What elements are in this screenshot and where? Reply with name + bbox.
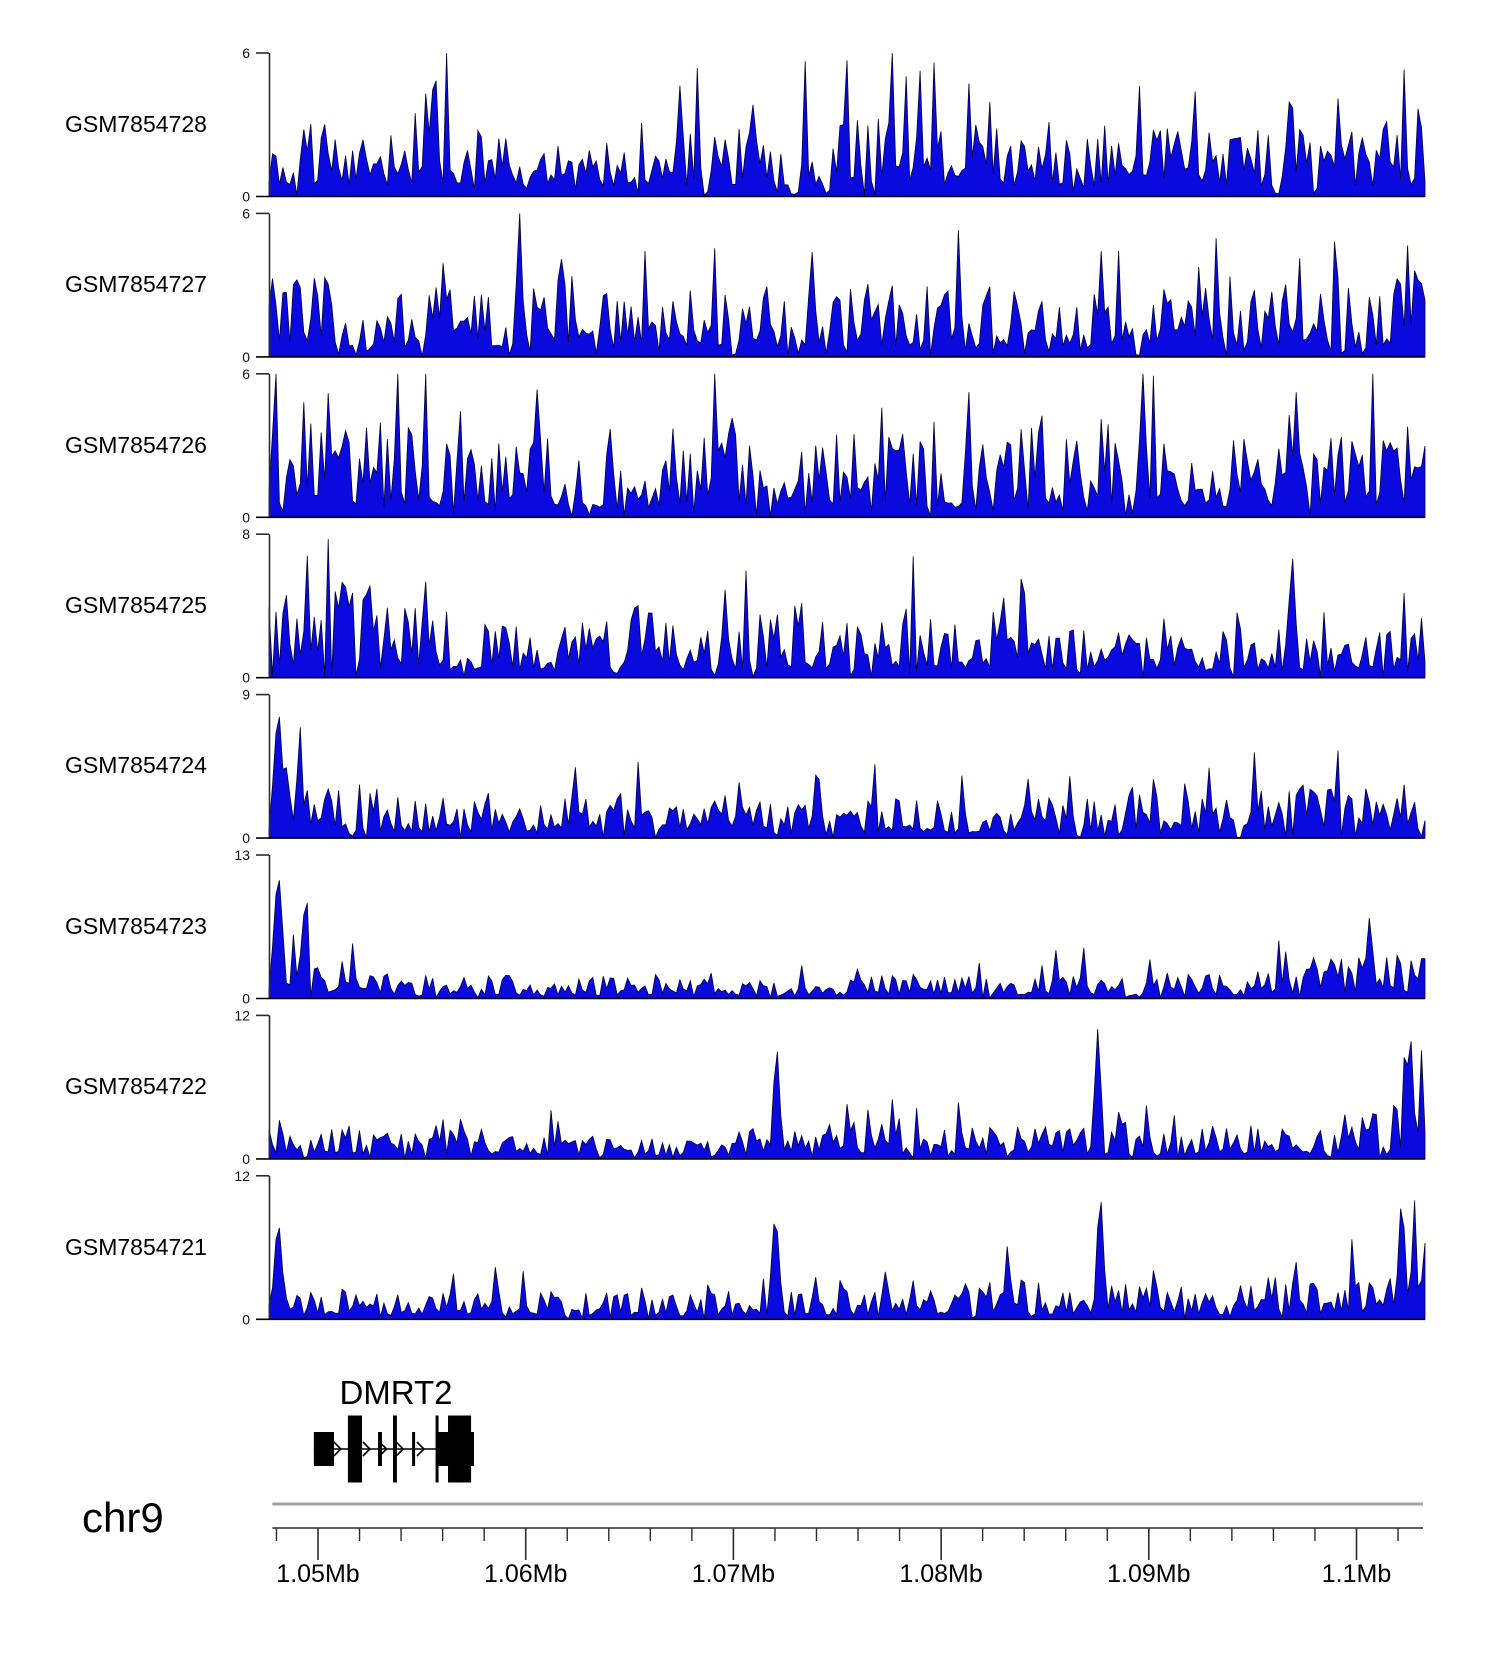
coverage-area [269,539,1425,678]
y-zero-label: 0 [242,1150,250,1167]
ruler-tick-label: 1.07Mb [691,1560,776,1588]
y-zero-label: 0 [242,348,250,365]
track-label: GSM7854723 [65,912,207,939]
coverage-track [242,45,1425,205]
track-label: GSM7854724 [65,752,207,779]
track-label: GSM7854728 [65,110,207,137]
exon-cds [436,1416,439,1483]
coverage-area [269,374,1425,518]
ruler-tick-label: 1.1Mb [1321,1560,1392,1588]
coverage-track [234,1007,1425,1167]
y-max-label: 13 [234,847,250,863]
exon-utr [314,1432,334,1466]
coverage-area [269,1029,1425,1159]
y-max-label: 6 [242,365,250,382]
coverage-track [242,687,1425,847]
track-label: GSM7854727 [65,271,207,298]
ruler-tick-label: 1.09Mb [1107,1560,1191,1588]
coverage-area [269,1201,1425,1320]
coverage-track [234,847,1425,1007]
exon-cds [393,1416,397,1483]
coverage-track [242,366,1425,526]
ruler-tick-label: 1.08Mb [899,1560,983,1588]
y-zero-label: 0 [242,188,250,205]
coverage-area [269,880,1425,998]
y-max-label: 6 [242,45,250,61]
y-zero-label: 0 [242,669,250,686]
exon-cds [448,1416,471,1483]
track-label: GSM7854721 [65,1233,207,1260]
coverage-area [269,53,1425,197]
gene-name-label: DMRT2 [339,1374,453,1411]
y-zero-label: 0 [242,1311,250,1328]
genomic-ruler [272,1504,1423,1560]
exon-cds [348,1416,362,1483]
y-max-label: 12 [234,1007,250,1024]
track-label: GSM7854726 [65,431,207,458]
y-zero-label: 0 [242,509,250,526]
ruler-tick-label: 1.06Mb [483,1560,568,1588]
exon-utr [412,1432,415,1466]
y-zero-label: 0 [242,830,250,847]
y-max-label: 6 [242,205,250,222]
coverage-area [269,717,1425,838]
exon-utr [378,1432,382,1466]
track-label: GSM7854722 [65,1073,207,1100]
coverage-track [234,1168,1425,1328]
ruler-tick-label: 1.05Mb [276,1560,360,1588]
coverage-track [242,205,1425,365]
track-label: GSM7854725 [65,591,207,618]
y-max-label: 12 [234,1167,250,1184]
gene-model [314,1416,474,1483]
chromosome-label: chr9 [82,1494,164,1541]
y-zero-label: 0 [242,990,250,1007]
coverage-area [269,213,1425,357]
y-max-label: 8 [242,526,250,543]
coverage-track [242,526,1425,686]
y-max-label: 9 [242,686,250,703]
